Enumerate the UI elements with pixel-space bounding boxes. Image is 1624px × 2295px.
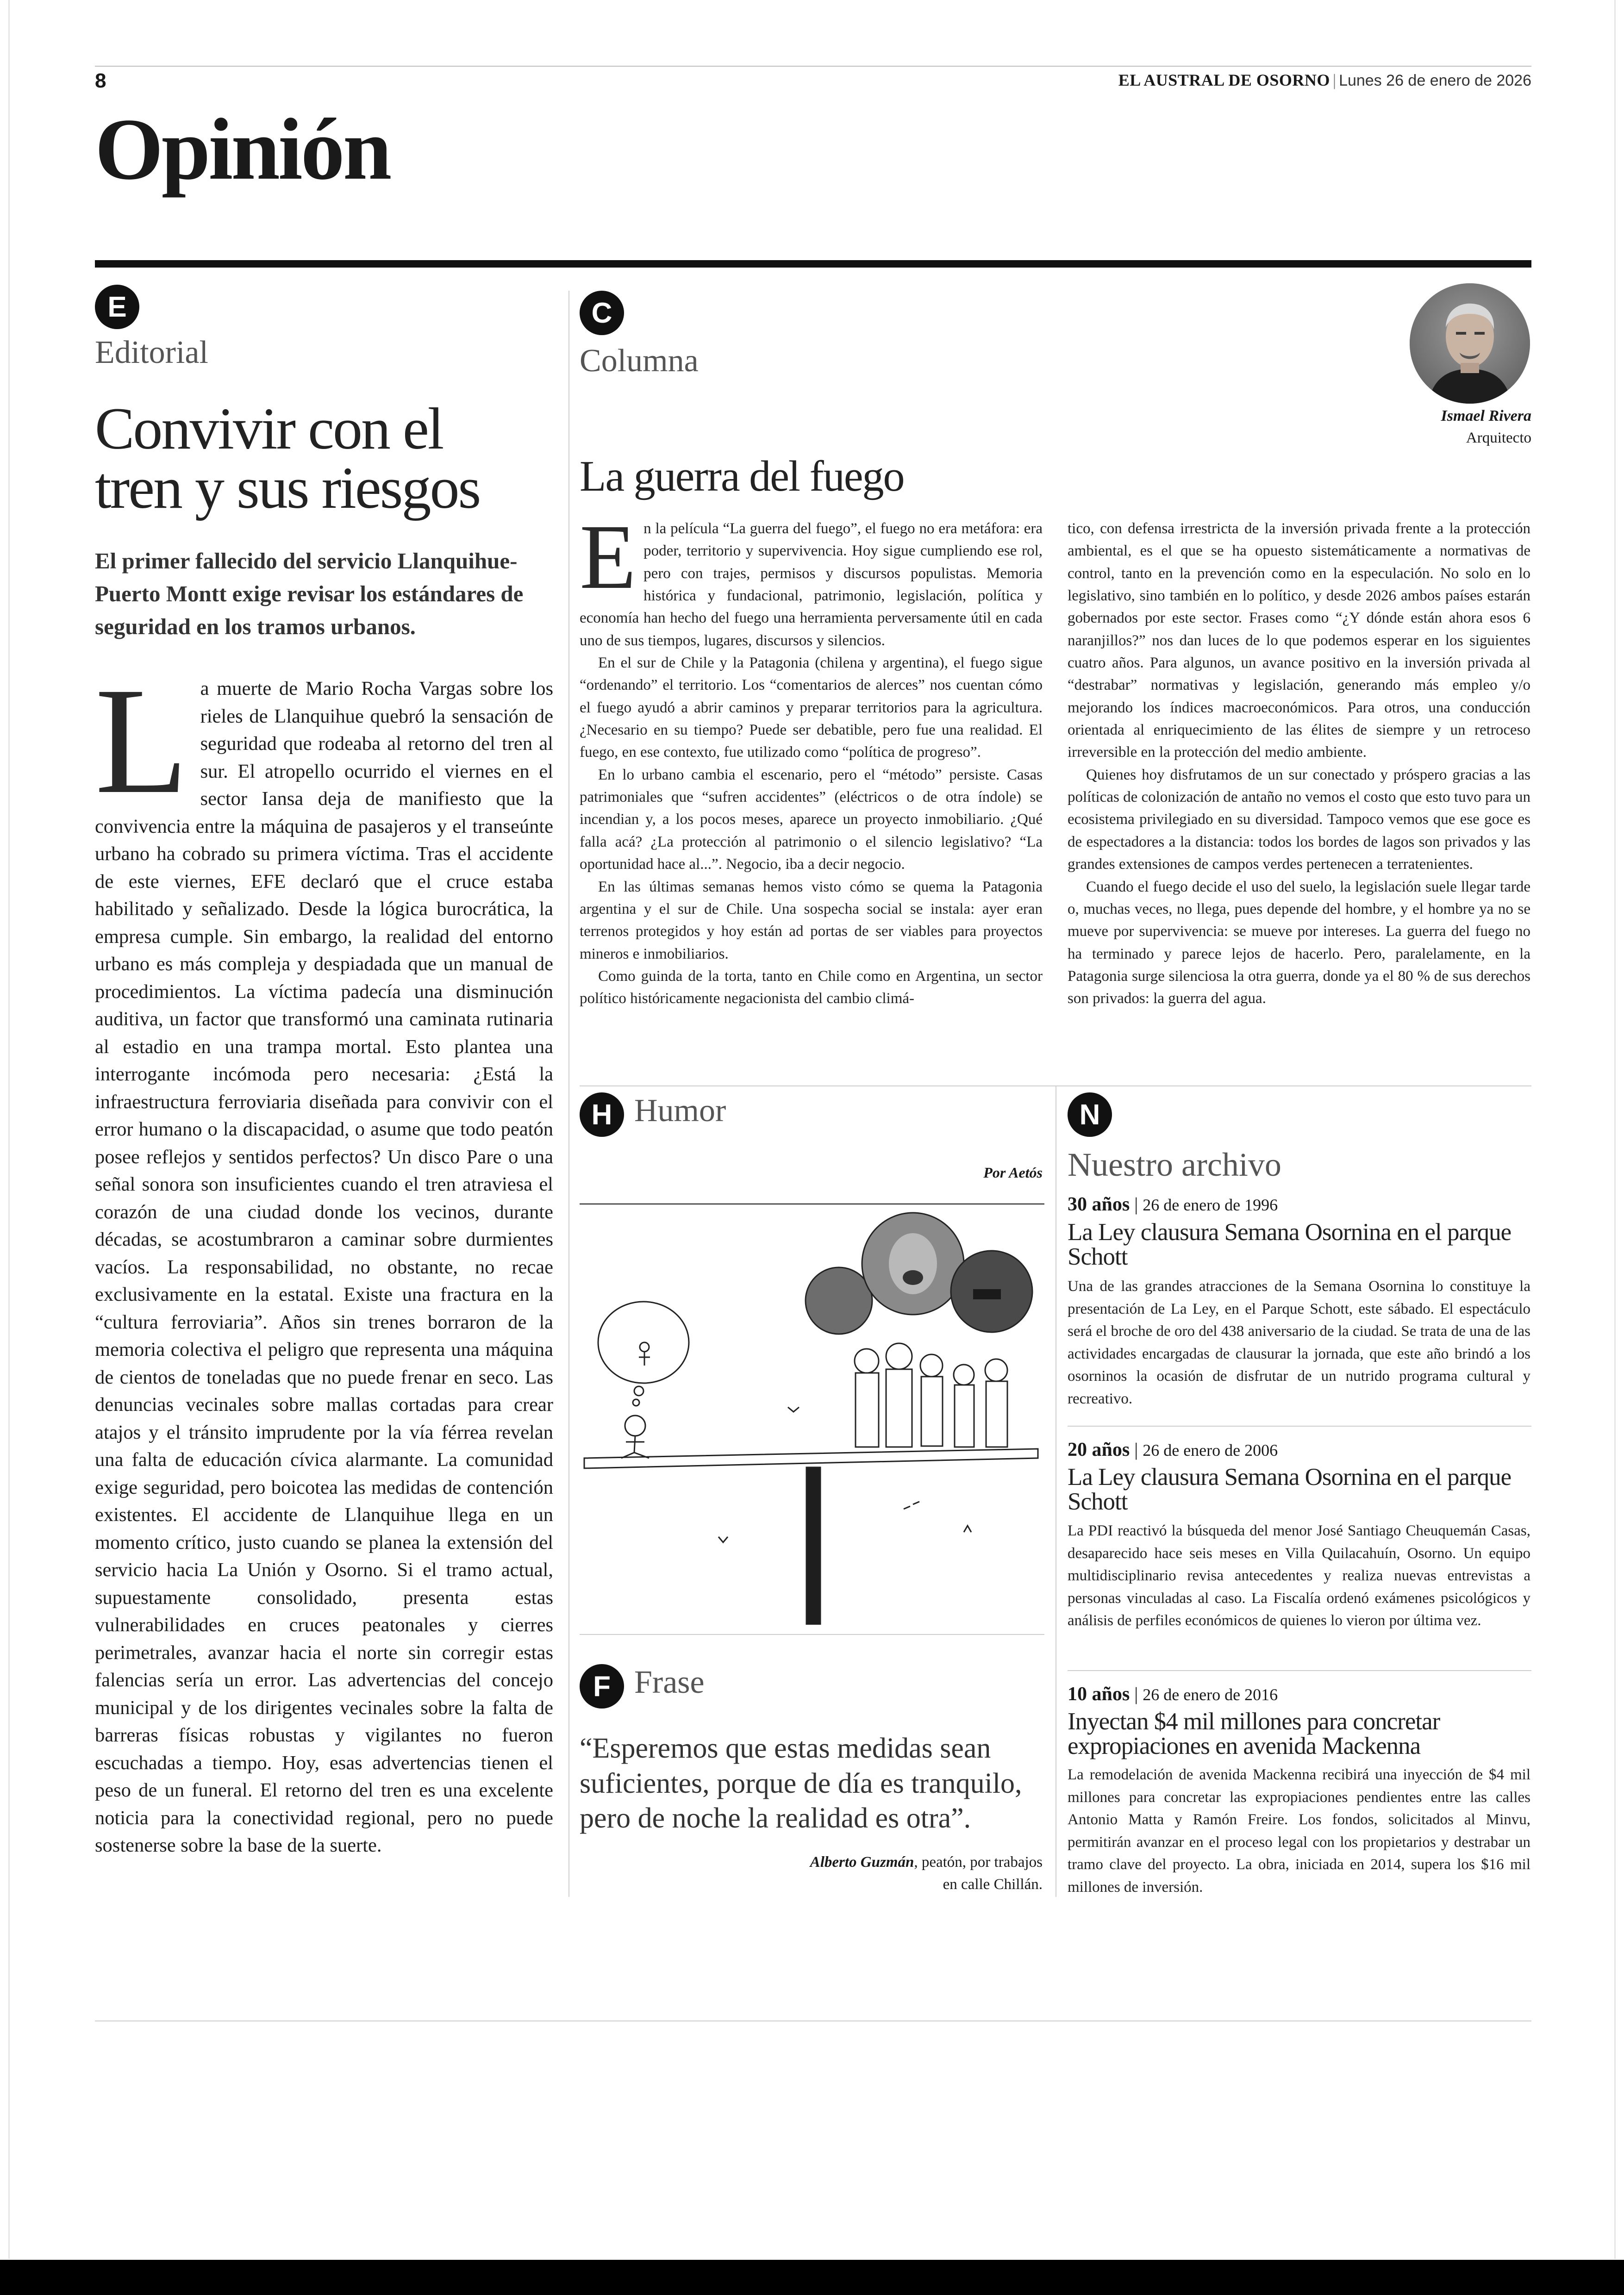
editorial-headline-line2: tren y sus riesgos xyxy=(95,455,480,521)
humor-cartoon xyxy=(580,1208,1044,1625)
frase-attribution-line2: en calle Chillán. xyxy=(943,1876,1043,1893)
cartoon-lone-figure xyxy=(625,1416,645,1436)
archive-rule-1 xyxy=(1068,1426,1531,1427)
cartoon-seesaw xyxy=(584,1449,1038,1468)
frase-attribution-text: , peatón, por trabajos xyxy=(914,1854,1043,1871)
masthead-info xyxy=(1118,70,1531,90)
frase-attribution xyxy=(580,1852,1043,1896)
column-kicker: Columna xyxy=(580,343,699,379)
archive-item-3-years: 10 años | 26 de enero de 2016 xyxy=(1068,1684,1278,1705)
editorial-text: a muerte de Mario Rocha Vargas sobre los rieles de Llanquihue quebró la sensación de seguridad que rodeaba al retorno del tren al sur. El atropello ocurrido el viernes en el sector Iansa deja de manifiesto que la convivencia entre la máquina de pasajeros y el transeúnte urbano ha cobrado su primera víctima. Tras el accidente de este viernes, EFE declaró que el cruce estaba habilitado y señalizado. Desde la lógica burocrática, la empresa cumple. Sin embargo, la realidad del entorno urbano es más compleja y despiadada que un manual de procedimientos. La víctima padecía una disminución auditiva, un factor que transformó una caminata rutinaria al estadio en una trampa mortal. Esto plantea una interrogante incómoda pero necesaria: ¿Está la infraestructura ferroviaria diseñada para convivir con el error humano o la discapacidad, o asume que todo peatón posee reflejos y sentidos perfectos? Un disco Pare o una señal sonora son insuficientes cuando el tren atraviesa el corazón de una ciudad donde los vecinos, durante décadas, se acostumbraron a caminar sobre durmientes vacíos. La responsabilidad, no obstante, no recae exclusivamente en la estatal. Existe una fractura en la “cultura ferroviaria”. Años sin trenes borraron de la memoria colectiva el peligro que representa una máquina de cientos de toneladas que no puede frenar en seco. Las denuncias vecinales sobre mallas cortadas para crear atajos y el tránsito imprudente por la vía férrea revelan una falta de educación cívica alarmante. La comunidad exige seguridad, pero boicotea las medidas de contención existentes. El accidente de Llanquihue llega en un momento crítico, justo cuando se planea la extensión del servicio hacia La Unión y Osorno. Si el tramo actual, supuestamente consolidado, presenta estas vulnerabilidades en cruces peatonales y cierres perimetrales, avanzar hacia el norte sin corregir estas falencias sería un error. Las advertencias del concejo municipal y de los dirigentes vecinales sobre la falta de barreras físicas robustas y vigilantes no fueron escuchadas a tiempo. Hoy, esas advertencias tienen el peso de un funeral. El retorno del tren es una excelente noticia para la conectividad regional, pero no puede sostenerse sobre la base de la suerte. xyxy=(95,678,553,1856)
column-headline: La guerra del fuego xyxy=(580,452,904,500)
header-separator: | xyxy=(1332,71,1337,89)
column-text-col1 xyxy=(580,518,1043,1078)
column-paragraph-5: Como guinda de la torta, tanto en Chile como en Argentina, un sector político históricamente negacionista del cambio climá- xyxy=(580,967,1043,1007)
column-drop-cap: E xyxy=(580,518,637,608)
humor-kicker: Humor xyxy=(634,1093,726,1129)
archive-kicker: Nuestro archivo xyxy=(1068,1146,1281,1183)
column-paragraph-3: En lo urbano cambia el escenario, pero el “método” persiste. Casas patrimoniales que “sufren accidentes” (eléctricos o de otra índole) se incendian y, a los pocos meses, aparece un proyecto inmobiliario. ¿Qué falla acá? ¿La protección al patrimonio o el silencio legislativo? “La oportunidad hace al...”. Negocio, iba a decir negocio. xyxy=(580,766,1043,873)
page-number: 8 xyxy=(95,69,106,92)
author-photo-icon xyxy=(1410,283,1530,404)
column-paragraph-7: Quienes hoy disfrutamos de un sur conectado y próspero gracias a las políticas de colonización de antaño no vemos el costo que esto tuvo para un ecosistema privilegiado en su diversidad. Tampoco vemos que ese goce es de espectadores a la distancia: todos los bordes de lagos son privados y las grandes extensiones de campos verdes pertenecen a terratenientes. xyxy=(1068,766,1530,873)
humor-frase-rule xyxy=(580,1634,1044,1635)
archive-rule-2 xyxy=(1068,1670,1531,1671)
archive-badge: N xyxy=(1068,1092,1112,1137)
editorial-kicker: Editorial xyxy=(95,335,208,370)
author-role: Arquitecto xyxy=(1466,430,1531,446)
column-paragraph-8: Cuando el fuego decide el uso del suelo, la legislación suele llegar tarde o, muchas veces, no llega, pues depende del hombre, y el hombre ya no se mueve por supervivencia: se mueve por intereses. La guerra del fuego no ha terminado y parece lejos de hacerlo. Pero, paralelamente, en la Patagonia surge silenciosa la otra guerra, donde ya el 80 % de sus derechos son privados: la guerra del agua. xyxy=(1068,878,1530,1007)
archive-item-3-headline: Inyectan $4 mil millones para concretar expropiaciones en avenida Mackenna xyxy=(1068,1708,1440,1759)
editorial-deck: El primer fallecido del servicio Llanquihue-Puerto Montt exige revisar los estándares de seguridad en los tramos urbanos. xyxy=(95,548,524,640)
archive-item-1-body: Una de las grandes atracciones de la Semana Osornina lo constituye la presentación de La Ley, en el Parque Schott, este sábado. El espectáculo será el broche de oro del 438 aniversario de la ciudad. Se trata de una de las actividades encargadas de clausurar la jornada, que este año brindó a los osorninos la ocasión de disfrutar de un nutrido programa cultural y recreativo. xyxy=(1068,1278,1530,1407)
archive-item-2-body: La PDI reactivó la búsqueda del menor José Santiago Cheuquemán Casas, desaparecido hace seis meses en Villa Quilacahuín, Osorno. Un equipo multidisciplinario revisa antecedentes y realiza nuevas entrevistas a personas vinculadas al caso. La Fiscalía ordenó exámenes psicológicos y análisis de perfiles económicos de quienes lo vieron por última vez. xyxy=(1068,1522,1530,1629)
cartoon-photo-collage xyxy=(806,1213,1032,1334)
humor-badge: H xyxy=(580,1092,624,1137)
archive-item-3-body: La remodelación de avenida Mackenna recibirá una inyección de $4 mil millones para concretar las expropiaciones pendientes entre las calles Antonio Matta y Ramón Freire. Los fondos, solicitados al Minvu, permitirán avanzar en el proceso legal con los propietarios y destrabar un tramo clave del proyecto. La obra, iniciada en 2014, supera los $16 mil millones de inversión. xyxy=(1068,1766,1530,1896)
archive-item-1-headline: La Ley clausura Semana Osornina en el parque Schott xyxy=(1068,1219,1512,1270)
editorial-headline xyxy=(95,396,558,521)
column-bottom-rule xyxy=(580,1085,1531,1086)
column-paragraph-2: En el sur de Chile y la Patagonia (chilena y argentina), el fuego sigue “ordenando” el territorio. Los “comentarios de alerces” nos cuentan cómo el fuego ayudó a abrir caminos y preparar territorios para la agricultura. ¿Necesario en su tiempo? Puede ser debatible, pero fue una realidad. El fuego, en ese contexto, fue utilizado como “política de progreso”. xyxy=(580,655,1043,761)
frase-badge: F xyxy=(580,1664,624,1709)
frase-quote: “Esperemos que estas medidas sean suficientes, porque de día es tranquilo, pero de noche la realidad es otra”. xyxy=(580,1733,1022,1834)
cartoon-crowd xyxy=(855,1343,1007,1447)
editorial-badge: E xyxy=(95,285,139,329)
column-paragraph-1: n la película “La guerra del fuego”, el fuego no era metáfora: era poder, territorio y supervivencia. Hoy sigue cumpliendo ese rol, pero con trajes, permisos y discursos populistas. Memoria histórica y fundacional, patrimonio, legislación, política y economía han hecho del fuego una herramienta perversamente útil en cada uno de sus tiempos, lugares, discursos y silencios. xyxy=(580,520,1043,649)
issue-date: Lunes 26 de enero de 2026 xyxy=(1339,72,1531,89)
column-badge: C xyxy=(580,291,624,335)
archive-item-2-years: 20 años | 26 de enero de 2006 xyxy=(1068,1439,1278,1460)
section-title: Opinión xyxy=(95,101,390,198)
cartoon-pivot xyxy=(806,1467,820,1625)
paper-name: EL AUSTRAL DE OSORNO xyxy=(1118,71,1330,89)
humor-byline: Por Aetós xyxy=(983,1164,1043,1181)
column-paragraph-6: tico, con defensa irrestricta de la inversión privada frente a la protección ambiental, es el que se ha opuesto sistemáticamente a normativas de control, tanto en la prevención como en la especulación. No solo en lo legislativo, sino también en lo político, y desde 2026 ambos países estarán gobernados por este sector. Frases como “¿Y dónde están ahora esos 6 naranjillos?” nos dan luces de lo que podemos esperar en los siguientes cuatro años. Para algunos, un avance positivo en la inversión privada al “destrabar” normativas y legislación, generando más empleo y/o mejorando los índices macroeconómicos. Para otros, una conducción orientada al enriquecimiento de las élites de siempre y un retroceso irreversible en la protección del medio ambiente. xyxy=(1068,520,1530,761)
archive-item-2-headline: La Ley clausura Semana Osornina en el parque Schott xyxy=(1068,1464,1512,1515)
column-paragraph-4: En las últimas semanas hemos visto cómo se quema la Patagonia argentina y el sur de Chile. Una sospecha social se instala: ayer eran terrenos protegidos y hoy están ad portas de ser viables para proyectos mineros e inmobiliarios. xyxy=(580,878,1043,962)
editorial-headline-line1: Convivir con el xyxy=(95,396,443,461)
column-text-col2 xyxy=(1068,518,1530,1078)
archive-item-1-years: 30 años | 26 de enero de 1996 xyxy=(1068,1194,1278,1215)
bottom-bar xyxy=(0,2260,1624,2295)
section-rule xyxy=(95,260,1531,268)
column-divider-left xyxy=(568,291,569,1897)
editorial-drop-cap: L xyxy=(95,656,188,825)
author-name: Ismael Rivera xyxy=(1441,407,1531,424)
editorial-body xyxy=(95,656,553,1902)
frase-author: Alberto Guzmán xyxy=(810,1854,914,1871)
header-top-rule xyxy=(95,66,1531,67)
author-avatar xyxy=(1410,283,1530,404)
frase-kicker: Frase xyxy=(634,1665,705,1700)
